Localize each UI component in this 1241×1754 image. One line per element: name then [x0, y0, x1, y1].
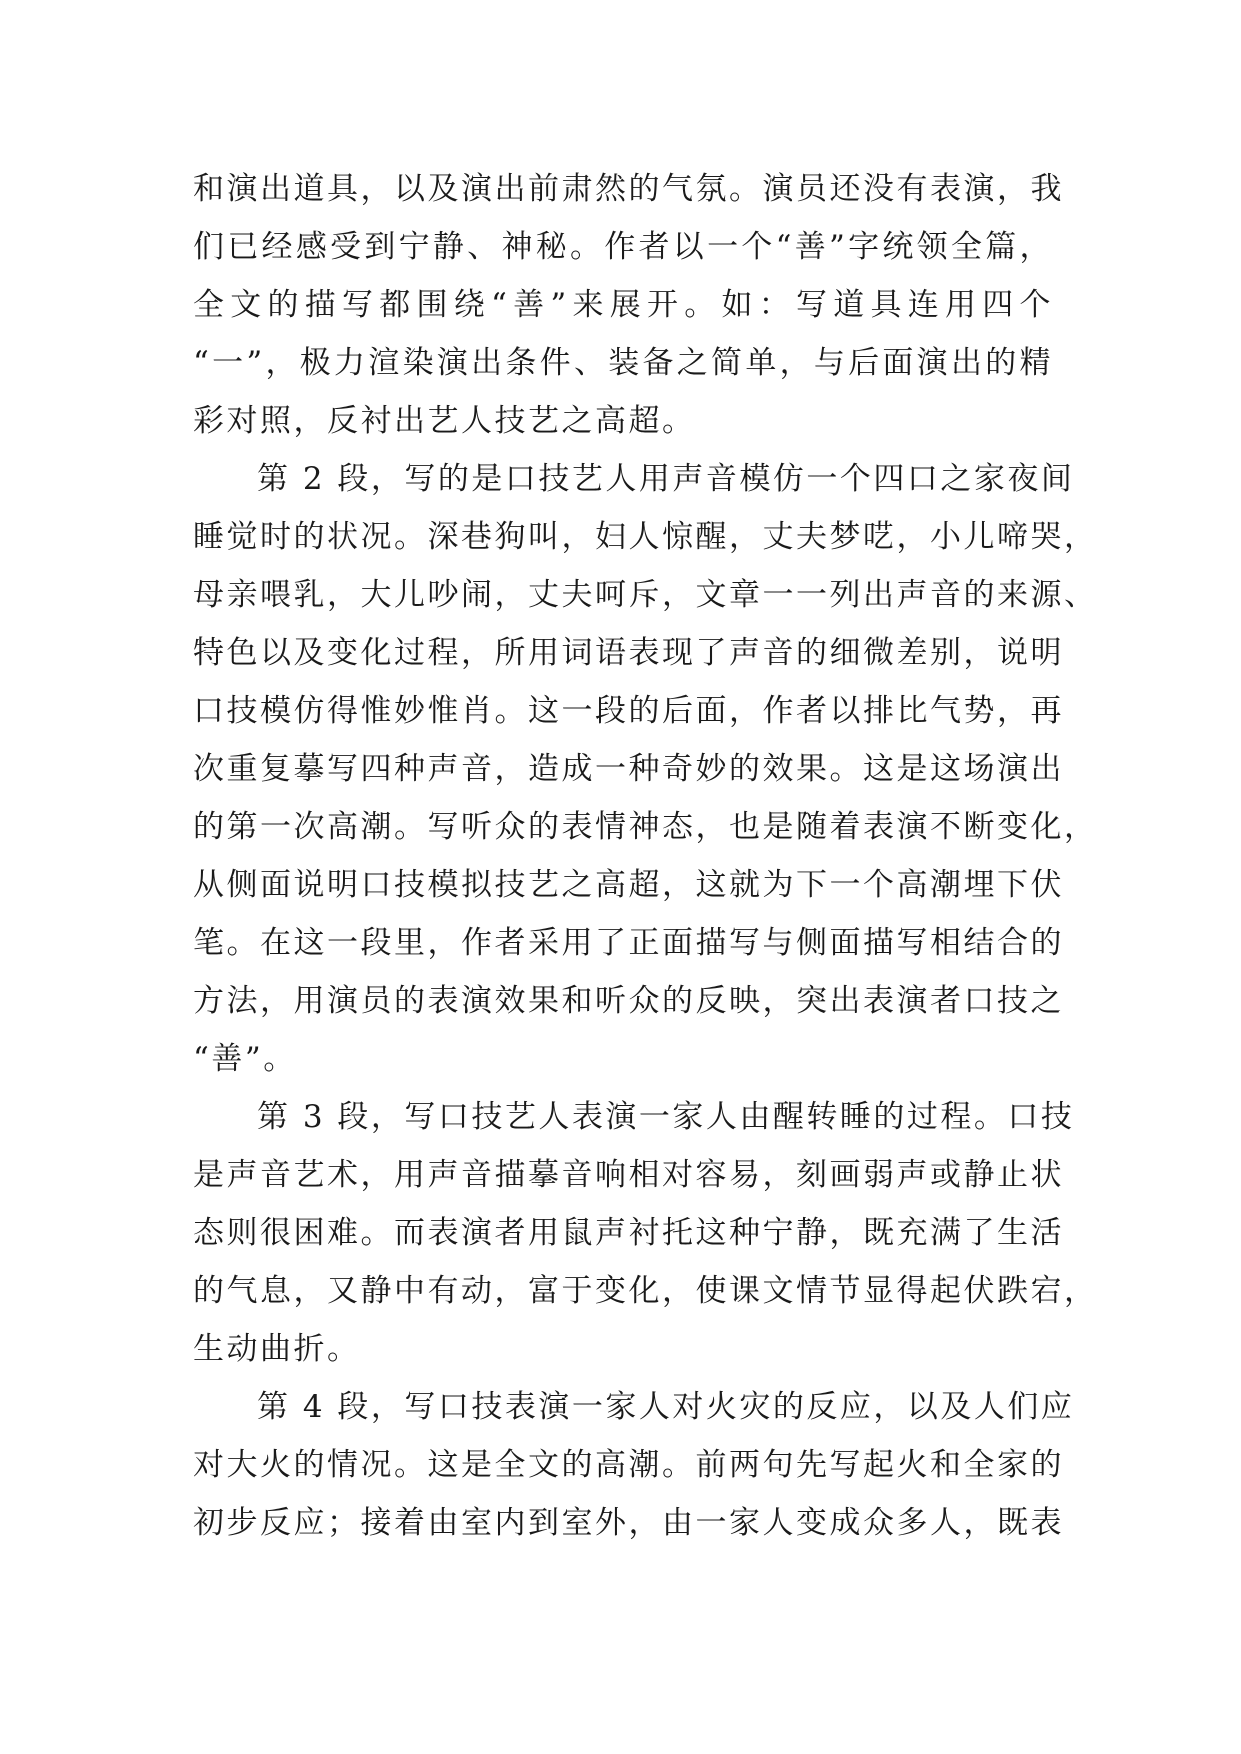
- text-line: 和演出道具，以及演出前肃然的气氛。演员还没有表演，我: [193, 171, 1064, 207]
- text-line: 的第一次高潮。写听众的表情神态，也是随着表演不断变化，: [193, 809, 1098, 845]
- paragraph: [193, 450, 1098, 1088]
- text-line: 第 2 段，写的是口技艺人用声音模仿一个四口之家夜间: [257, 461, 1075, 497]
- text-line: 特色以及变化过程，所用词语表现了声音的细微差别，说明: [193, 635, 1064, 671]
- text-line: 母亲喂乳，大儿吵闹，丈夫呵斥，文章一一列出声音的来源、: [193, 577, 1098, 613]
- text-line: 是声音艺术，用声音描摹音响相对容易，刻画弱声或静止状: [193, 1157, 1064, 1193]
- text-line: 们已经感受到宁静、神秘。作者以一个“善”字统领全篇，: [193, 229, 1053, 265]
- text-line: 全文的描写都围绕“善”来展开。如：写道具连用四个: [193, 287, 1053, 323]
- text-line: 睡觉时的状况。深巷狗叫，妇人惊醒，丈夫梦呓，小儿啼哭，: [193, 519, 1098, 555]
- text-line: 笔。在这一段里，作者采用了正面描写与侧面描写相结合的: [193, 925, 1064, 961]
- text-line: 生动曲折。: [193, 1331, 361, 1367]
- text-line: 第 3 段，写口技艺人表演一家人由醒转睡的过程。口技: [257, 1099, 1075, 1135]
- text-line: “善”。: [193, 1041, 297, 1077]
- text-line: 的气息，又静中有动，富于变化，使课文情节显得起伏跌宕，: [193, 1273, 1098, 1309]
- text-line: 从侧面说明口技模拟技艺之高超，这就为下一个高潮埋下伏: [193, 867, 1064, 903]
- text-line: 次重复摹写四种声音，造成一种奇妙的效果。这是这场演出: [193, 751, 1064, 787]
- text-line: 对大火的情况。这是全文的高潮。前两句先写起火和全家的: [193, 1447, 1064, 1483]
- text-line: 第 4 段，写口技表演一家人对火灾的反应，以及人们应: [257, 1389, 1075, 1425]
- text-line: “一”，极力渲染演出条件、装备之简单，与后面演出的精: [193, 345, 1053, 381]
- text-line: 初步反应；接着由室内到室外，由一家人变成众多人，既表: [193, 1505, 1064, 1541]
- text-line: 方法，用演员的表演效果和听众的反映，突出表演者口技之: [193, 983, 1064, 1019]
- paragraph: [193, 1088, 1098, 1378]
- paragraph: [193, 1378, 1075, 1552]
- text-line: 彩对照，反衬出艺人技艺之高超。: [193, 403, 696, 439]
- text-line: 态则很困难。而表演者用鼠声衬托这种宁静，既充满了生活: [193, 1215, 1064, 1251]
- document-body: [193, 160, 1098, 1552]
- text-line: 口技模仿得惟妙惟肖。这一段的后面，作者以排比气势，再: [193, 693, 1064, 729]
- paragraph: [193, 160, 1064, 450]
